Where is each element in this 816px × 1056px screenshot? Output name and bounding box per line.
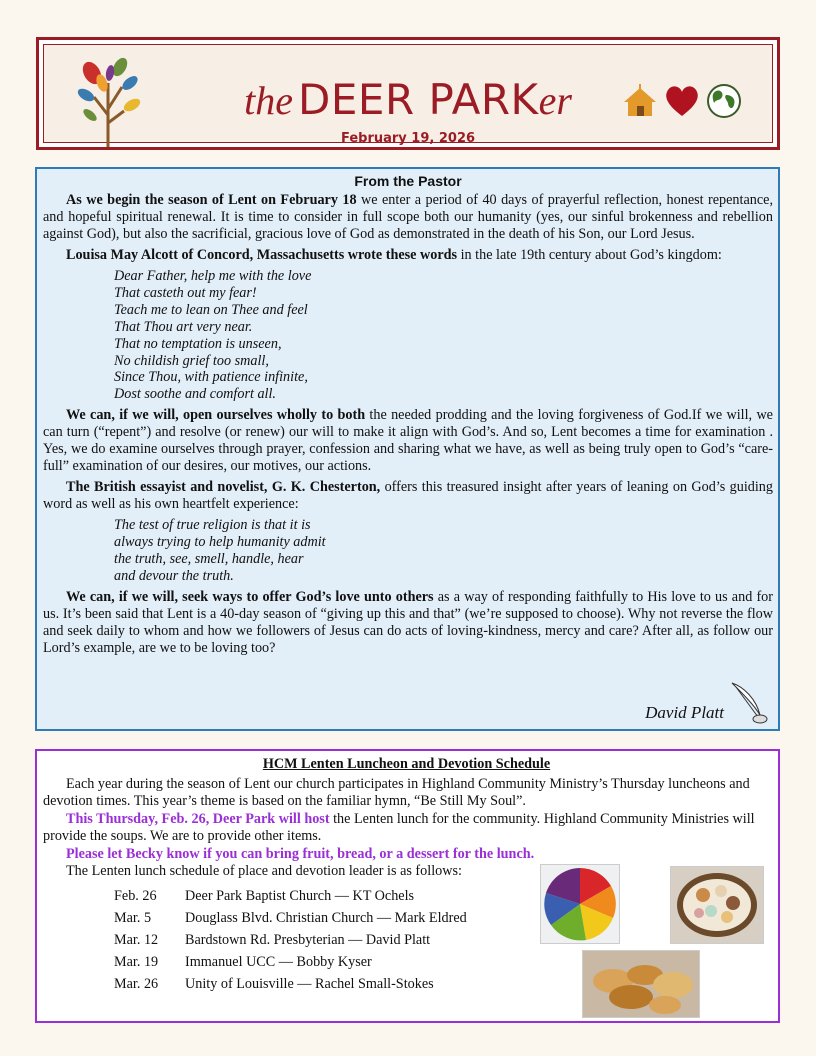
schedule-date: Mar. 12 <box>114 931 159 948</box>
hcm-paragraph-3 <box>43 846 770 864</box>
schedule-date: Mar. 26 <box>114 975 159 992</box>
schedule-date: Mar. 19 <box>114 953 159 970</box>
hcm-paragraph-2 <box>43 811 770 846</box>
masthead-icons <box>622 83 742 119</box>
masthead-inner <box>43 44 773 146</box>
hcm-host-note: This Thursday, Feb. 26, Deer Park will host <box>66 810 330 827</box>
p3-lead: We can, if we will, open ourselves wholly to both <box>66 407 366 424</box>
quote-line: always trying to help humanity admit <box>114 534 326 551</box>
hcm-heading: HCM Lenten Luncheon and Devotion Schedule <box>262 756 551 772</box>
title-main: DEER PARK <box>298 75 539 124</box>
schedule-date: Mar. 5 <box>114 909 152 926</box>
title-the: the <box>244 78 293 123</box>
p4-body: offers this treasured insight after years of leaning on God’s guiding word as well as his own heartfelt experience: <box>43 479 773 513</box>
poem-line: That casteth out my fear! <box>114 284 257 301</box>
schedule-date: Feb. 26 <box>114 887 157 904</box>
globe-icon <box>706 83 742 119</box>
fruit-platter-photo <box>540 864 620 944</box>
pastor-paragraph-3 <box>43 407 773 475</box>
pastor-paragraph-1 <box>43 192 773 243</box>
dessert-tray-photo <box>670 866 764 944</box>
schedule-entry: Deer Park Baptist Church — KT Ochels <box>185 887 415 904</box>
p2-lead: Louisa May Alcott of Concord, Massachusetts wrote these words <box>66 247 458 263</box>
p1-lead: As we begin the season of Lent on February 18 <box>66 192 357 208</box>
poem-line: Dost soothe and comfort all. <box>114 386 276 403</box>
quill-pen-icon <box>728 681 768 725</box>
schedule-entry: Douglass Blvd. Christian Church — Mark Eldred <box>185 909 467 926</box>
church-house-icon <box>622 84 658 118</box>
masthead <box>36 37 780 150</box>
quote-line: the truth, see, smell, handle, hear <box>114 551 304 568</box>
pastor-signature: David Platt <box>645 703 724 722</box>
pastor-paragraph-2 <box>43 247 773 264</box>
schedule-entry: Bardstown Rd. Presbyterian — David Platt <box>185 931 431 948</box>
pastor-paragraph-4 <box>43 479 773 513</box>
pastor-heading: From the Pastor <box>354 173 462 189</box>
bread-basket-photo <box>582 950 700 1018</box>
poem-line: Teach me to lean on Thee and feel <box>114 301 308 318</box>
poem-line: No childish grief too small, <box>114 352 269 369</box>
poem-line: That Thou art very near. <box>114 318 253 335</box>
pastor-paragraph-5 <box>43 589 773 657</box>
hcm-host-body: the Lenten lunch for the community. Highland Community Ministries will provide the soups. We are to provide other items. <box>43 810 755 844</box>
p5-lead: We can, if we will, seek ways to offer God’s love unto others <box>66 588 434 605</box>
poem-line: Since Thou, with patience infinite, <box>114 369 308 386</box>
pastor-column <box>35 167 780 731</box>
hcm-lenten-box <box>35 749 780 1023</box>
p4-lead: The British essayist and novelist, G. K. Chesterton, <box>66 479 381 496</box>
quote-line: and devour the truth. <box>114 567 234 584</box>
poem-line: Dear Father, help me with the love <box>114 268 312 284</box>
p3-body: the needed prodding and the loving forgiveness of God.If we will, we can turn (“repent”) and resolve (or renew) our will to make it align with God’s. And so, Lent becomes a time for examination . Yes, we do examine ourselves through prayer, confession and sharing what we have, as well as being truly open to God’s “care-full” examination of our desires, our motives, our actions. <box>43 407 773 475</box>
issue-date: February 19, 2026 <box>340 131 476 146</box>
alcott-poem <box>114 268 773 403</box>
hcm-paragraph-1: Each year during the season of Lent our church participates in Highland Community Ministry’s Thursday luncheons and devotion times. This year’s theme is based on the familiar hymn, “Be Still My Soul”. <box>43 775 750 809</box>
schedule-entry: Immanuel UCC — Bobby Kyser <box>185 953 372 970</box>
schedule-entry: Unity of Louisville — Rachel Small-Stokes <box>185 975 434 992</box>
hcm-paragraph-4: The Lenten lunch schedule of place and devotion leader is as follows: <box>66 863 462 879</box>
poem-line: That no temptation is unseen, <box>114 335 282 352</box>
hcm-request: Please let Becky know if you can bring fruit, bread, or a dessert for the lunch. <box>66 845 535 862</box>
p2-body: in the late 19th century about God’s kingdom: <box>457 247 722 263</box>
p1-body: we enter a period of 40 days of prayerful reflection, honest repentance, and hopeful spiritual renewal. It is time to consider in full scope both our humanity (yes, our sinful brokenness and rebellion against God), but also the sacrificial, gracious love of God as demonstrated in the death of his Son, our Lord Jesus. <box>43 192 773 242</box>
chesterton-quote <box>114 517 773 585</box>
heart-icon <box>662 84 702 118</box>
p5-body: as a way of responding faithfully to His love to us and for us. It’s been said that Lent is a 40-day season of “giving up this and that” (we’re supposed to choose). Why not reverse the flow and seek daily to whom and how we followers of Jesus can do acts of loving-kindness, mercy and care? After all, as follow our Lord’s example, are we to be loving too? <box>43 588 773 656</box>
quote-line: The test of true religion is that it is <box>114 517 311 534</box>
title-er: er <box>538 78 572 123</box>
